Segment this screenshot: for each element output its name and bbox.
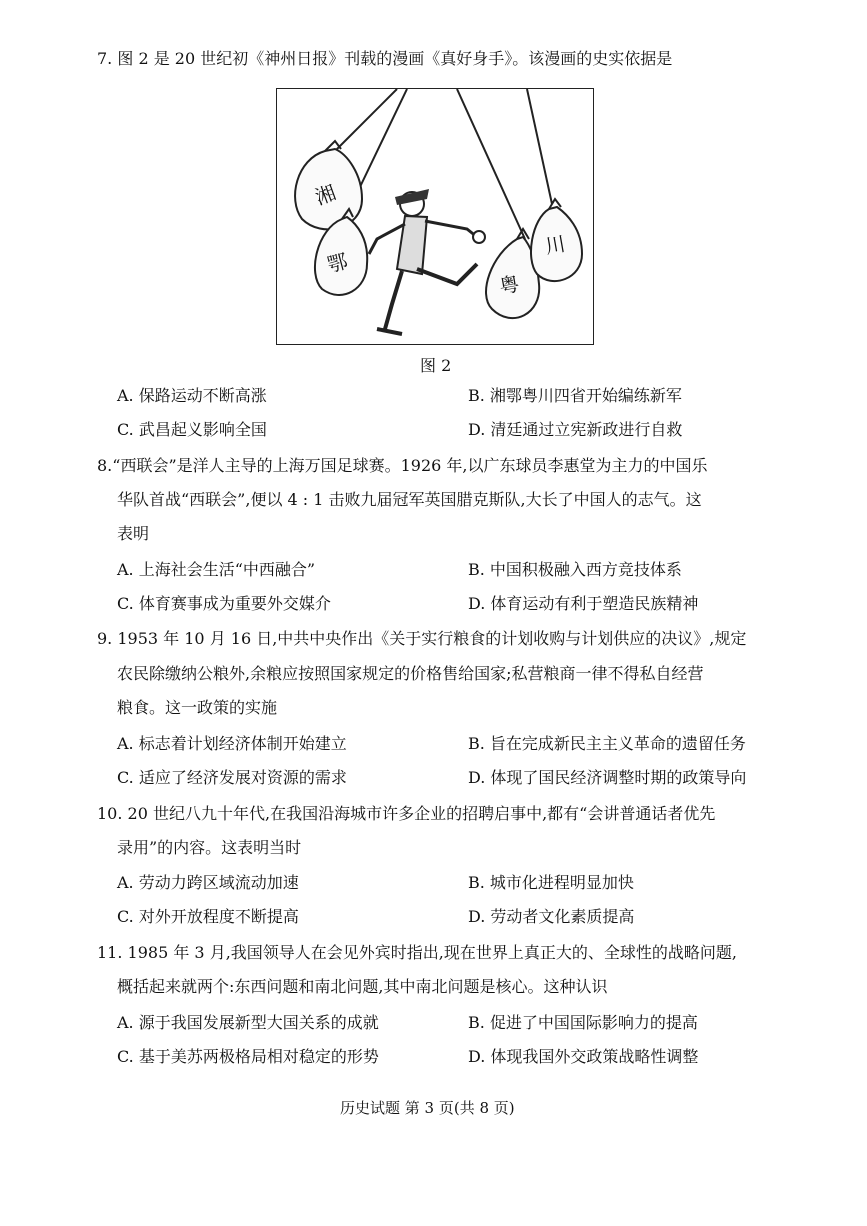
q9-stem-line-3: 粮食。这一政策的实施 <box>117 698 278 717</box>
cartoon-illustration <box>277 89 595 346</box>
q8-stem-line-2: 华队首战“西联会”,便以 4 : 1 击败九届冠军英国腊克斯队,大长了中国人的志气。这 <box>117 490 702 509</box>
q7-option-a[interactable]: A. 保路运动不断高涨 <box>117 386 267 405</box>
q10-stem-line-1: 10. 20 世纪八九十年代,在我国沿海城市许多企业的招聘启事中,都有“会讲普通话者优先 <box>97 804 716 823</box>
q10-option-c[interactable]: C. 对外开放程度不断提高 <box>117 907 299 926</box>
bag-label-chuan: 川 <box>543 231 568 259</box>
q11-option-a[interactable]: A. 源于我国发展新型大国关系的成就 <box>117 1013 379 1032</box>
q8-option-c[interactable]: C. 体育赛事成为重要外交媒介 <box>117 594 331 613</box>
q10-stem-line-2: 录用”的内容。这表明当时 <box>117 838 302 857</box>
q8-option-b[interactable]: B. 中国积极融入西方竞技体系 <box>468 560 682 579</box>
figure-caption: 图 2 <box>420 356 452 375</box>
q11-option-b[interactable]: B. 促进了中国国际影响力的提高 <box>468 1013 698 1032</box>
q10-option-b[interactable]: B. 城市化进程明显加快 <box>468 873 634 892</box>
q9-option-b[interactable]: B. 旨在完成新民主主义革命的遗留任务 <box>468 734 746 753</box>
q7-stem: 7. 图 2 是 20 世纪初《神州日报》刊载的漫画《真好身手》。该漫画的史实依据是 <box>97 49 673 68</box>
q9-option-d[interactable]: D. 体现了国民经济调整时期的政策导向 <box>468 768 747 787</box>
q8-stem-line-3: 表明 <box>117 524 150 543</box>
q8-option-a[interactable]: A. 上海社会生活“中西融合” <box>117 560 316 579</box>
q7-option-b[interactable]: B. 湘鄂粤川四省开始编练新军 <box>468 386 682 405</box>
q11-stem-line-2: 概括起来就两个:东西问题和南北问题,其中南北问题是核心。这种认识 <box>117 977 608 996</box>
q8-option-d[interactable]: D. 体育运动有利于塑造民族精神 <box>468 594 699 613</box>
q9-option-a[interactable]: A. 标志着计划经济体制开始建立 <box>117 734 347 753</box>
q10-option-d[interactable]: D. 劳动者文化素质提高 <box>468 907 635 926</box>
bag-label-yue: 粤 <box>497 271 522 299</box>
q10-option-a[interactable]: A. 劳动力跨区域流动加速 <box>117 873 299 892</box>
q7-option-c[interactable]: C. 武昌起义影响全国 <box>117 420 267 439</box>
bag-label-xiang: 湘 <box>312 180 340 210</box>
cartoon-figure <box>276 88 594 345</box>
bag-label-e: 鄂 <box>324 248 351 278</box>
q7-option-d[interactable]: D. 清廷通过立宪新政进行自救 <box>468 420 683 439</box>
q11-option-d[interactable]: D. 体现我国外交政策战略性调整 <box>468 1047 699 1066</box>
q8-stem-line-1: 8.“西联会”是洋人主导的上海万国足球赛。1926 年,以广东球员李惠堂为主力的中国乐 <box>97 456 708 475</box>
q9-stem-line-2: 农民除缴纳公粮外,余粮应按照国家规定的价格售给国家;私营粮商一律不得私自经营 <box>117 664 704 683</box>
q11-option-c[interactable]: C. 基于美苏两极格局相对稳定的形势 <box>117 1047 379 1066</box>
q9-stem-line-1: 9. 1953 年 10 月 16 日,中共中央作出《关于实行粮食的计划收购与计划供应的决议》,规定 <box>97 629 747 648</box>
page-footer: 历史试题 第 3 页(共 8 页) <box>340 1099 515 1117</box>
q9-option-c[interactable]: C. 适应了经济发展对资源的需求 <box>117 768 347 787</box>
q11-stem-line-1: 11. 1985 年 3 月,我国领导人在会见外宾时指出,现在世界上真正大的、全球性的战略问题, <box>97 943 737 962</box>
